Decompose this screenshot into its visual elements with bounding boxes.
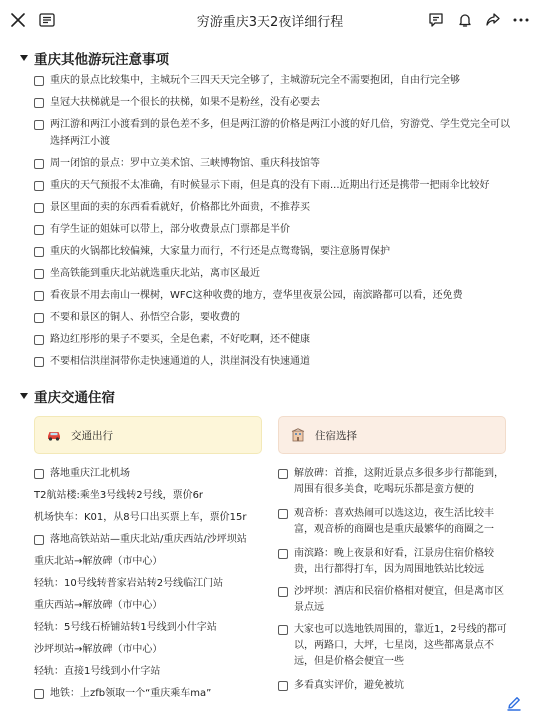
todo-item: 坐高铁能到重庆北站就选重庆北站，离市区最近: [34, 265, 514, 282]
section-title: 重庆交通住宿: [34, 390, 115, 406]
todo-item: 周一闭馆的景点：罗中立美术馆、三峡博物馆、重庆科技馆等: [34, 155, 514, 172]
top-bar: [0, 0, 540, 40]
todo-item: 不要和景区的铜人、孙悟空合影，要收费的: [34, 309, 514, 326]
checkbox[interactable]: [278, 469, 288, 479]
checkbox[interactable]: [34, 120, 44, 130]
collapse-triangle-icon[interactable]: [20, 393, 28, 399]
checkbox[interactable]: [278, 509, 288, 519]
todo-item: 重庆的景点比较集中，主城玩个三四天天完全够了，主城游玩完全不需要抱团，自由行完全够: [34, 72, 514, 89]
transport-line: 轻轨：直接1号线到小什字站: [34, 666, 161, 677]
share-icon[interactable]: [483, 10, 503, 30]
checkbox[interactable]: [34, 225, 44, 235]
checkbox[interactable]: [34, 98, 44, 108]
stay-card: [278, 416, 506, 454]
outline-icon[interactable]: [37, 10, 57, 30]
checkbox[interactable]: [34, 335, 44, 345]
stay-item: 沙坪坝：酒店和民宿价格相对便宜，但是离市区景点远: [278, 584, 510, 616]
car-icon: [45, 426, 63, 444]
transport-line: 重庆北站→解放碑（市中心）: [34, 556, 163, 567]
collapse-triangle-icon[interactable]: [20, 55, 28, 61]
checkbox[interactable]: [34, 269, 44, 279]
more-icon[interactable]: [511, 10, 531, 30]
checkbox[interactable]: [34, 313, 44, 323]
checkbox[interactable]: [34, 159, 44, 169]
checkbox[interactable]: [34, 76, 44, 86]
todo-item: 皇冠大扶梯就是一个很长的扶梯，如果不是粉丝，没有必要去: [34, 94, 514, 111]
transport-card: [34, 416, 262, 454]
transport-line: 沙坪坝站→解放碑（市中心）: [34, 644, 163, 655]
close-icon[interactable]: [8, 10, 28, 30]
stay-item: 观音桥：喜欢热闹可以选这边，夜生活比较丰富，观音桥的商圈也是重庆最繁华的商圈之一: [278, 506, 510, 538]
transport-line: T2航站楼:乘坐3号线转2号线，票价6r: [34, 490, 204, 501]
checkbox[interactable]: [34, 535, 44, 545]
section-transport-header[interactable]: [20, 386, 115, 406]
checkbox[interactable]: [34, 291, 44, 301]
comment-icon[interactable]: [426, 10, 446, 30]
checkbox[interactable]: [34, 203, 44, 213]
stay-item: 南滨路：晚上夜景和好看，江景房住宿价格较贵，出行都得打车，因为周围地铁站比较远: [278, 546, 510, 578]
transport-todo: 落地重庆江北机场: [34, 466, 264, 482]
stay-item: 解放碑：首推，这附近景点多很多步行都能到，周围有很多美食，吃喝玩乐都是蛮方便的: [278, 466, 510, 498]
todo-item: 有学生证的姐妹可以带上，部分收费景点门票都是半价: [34, 221, 514, 238]
card-title: 住宿选择: [315, 429, 357, 442]
hotel-icon: [289, 426, 307, 444]
checkbox[interactable]: [278, 587, 288, 597]
checkbox[interactable]: [34, 181, 44, 191]
page-title: 穷游重庆3天2夜详细行程: [196, 15, 344, 30]
checkbox[interactable]: [278, 681, 288, 691]
edit-pen-icon[interactable]: [500, 690, 528, 716]
stay-item: 多看真实评价，避免被坑: [278, 678, 510, 694]
stay-item: 大家也可以选地铁周围的，靠近1，2号线的都可以，两路口，大坪，七星岗，这些都离景点不远，但是价格会便宜一些: [278, 622, 510, 670]
todo-item: 不要相信洪崖洞带你走快速通道的人，洪崖洞没有快速通道: [34, 353, 514, 370]
checkbox[interactable]: [34, 247, 44, 257]
todo-item: 看夜景不用去南山一棵树，WFC这种收费的地方，壹华里夜景公园，南滨路都可以看，还免费: [34, 287, 514, 304]
transport-line: 轻轨：5号线石桥铺站转1号线到小什字站: [34, 622, 217, 633]
card-title: 交通出行: [71, 429, 113, 442]
section-title: 重庆其他游玩注意事项: [34, 52, 169, 68]
checkbox[interactable]: [278, 549, 288, 559]
transport-todo: 落地高铁站站—重庆北站/重庆西站/沙坪坝站: [34, 532, 264, 548]
transport-todo: 地铁：上zfb领取一个“重庆乘车ma”: [34, 686, 264, 702]
todo-item: 两江游和两江小渡看到的景色差不多，但是两江游的价格是两江小渡的好几倍，穷游党、学生党完全可以选择两江小渡: [34, 116, 514, 150]
checkbox[interactable]: [34, 689, 44, 699]
todo-item: 景区里面的卖的东西看看就好，价格都比外面贵，不推荐买: [34, 199, 514, 216]
checkbox[interactable]: [34, 357, 44, 367]
todo-item: 重庆的天气预报不太准确，有时候显示下雨，但是真的没有下雨...近期出行还是携带一把雨伞比较好: [34, 177, 514, 194]
todo-item: 路边红彤彤的果子不要买，全是色素，不好吃啊，还不健康: [34, 331, 514, 348]
checkbox[interactable]: [278, 625, 288, 635]
transport-line: 机场快车：K01，从8号口出买票上车，票价15r: [34, 512, 247, 523]
transport-line: 重庆西站→解放碑（市中心）: [34, 600, 163, 611]
todo-item: 重庆的火锅都比较偏辣，大家量力而行，不行还是点鸳鸯锅，要注意肠胃保护: [34, 243, 514, 260]
bell-icon[interactable]: [455, 10, 475, 30]
transport-line: 轻轨：10号线转普家岩站转2号线临江门站: [34, 578, 224, 589]
checkbox[interactable]: [34, 469, 44, 479]
section-notes-header[interactable]: [20, 48, 169, 68]
